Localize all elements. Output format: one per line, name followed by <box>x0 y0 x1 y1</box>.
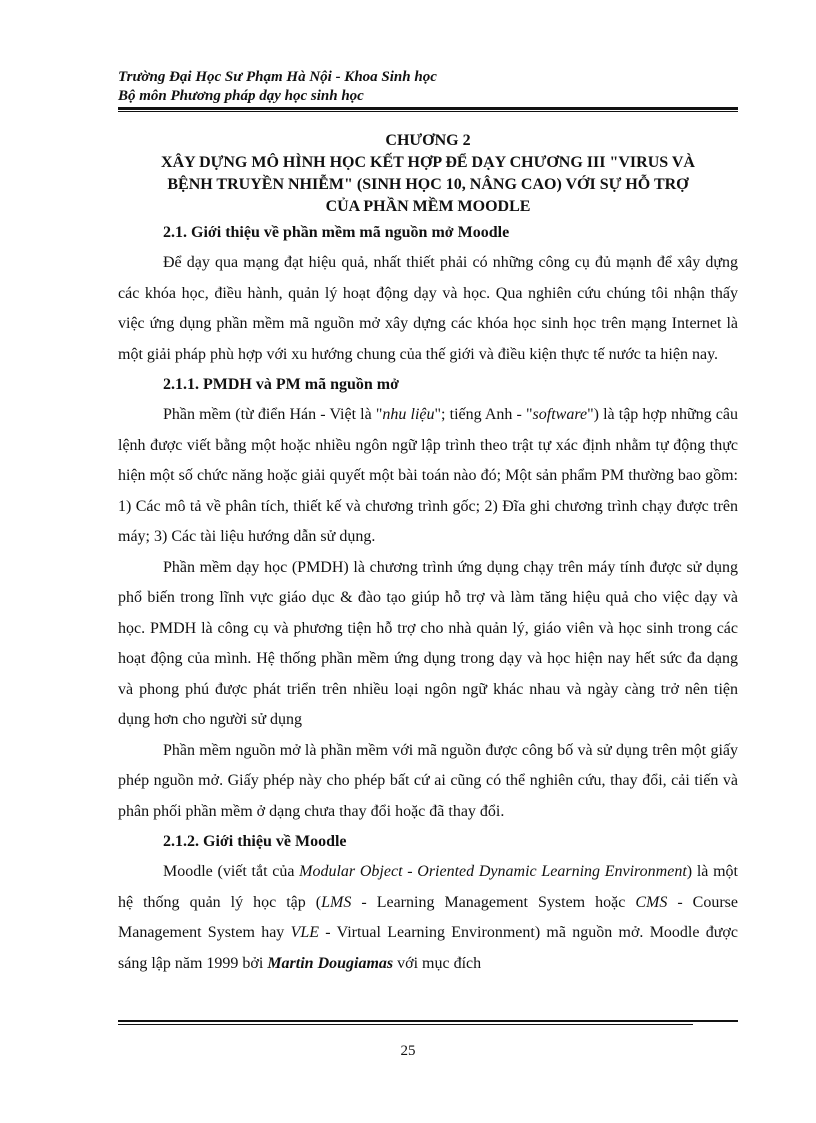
term-cms: CMS <box>635 893 668 911</box>
term-software: software <box>532 406 588 423</box>
section-2-1-2-paragraph <box>118 857 738 979</box>
text-run: Phần mềm (từ điển Hán - Việt là " <box>163 406 383 423</box>
header-department: Bộ môn Phương pháp dạy học sinh học <box>118 88 364 104</box>
footer-rule <box>118 1020 738 1022</box>
author-name: Martin Dougiamas <box>267 954 394 972</box>
section-2-1-heading: 2.1. Giới thiệu về phần mềm mã nguồn mở Moodle <box>163 224 510 241</box>
section-2-1-2-heading: 2.1.2. Giới thiệu về Moodle <box>163 833 347 850</box>
section-2-1-1-paragraph-2: Phần mềm dạy học (PMDH) là chương trình ứng dụng chạy trên máy tính được sử dụng phổ biến trong lĩnh vực giáo dục & đào tạo giúp hỗ trợ và làm tăng hiệu quả cho việc dạy và học. PMDH là công cụ và phương tiện hỗ trợ cho nhà quản lý, giáo viên và học sinh trong các hoạt động của mình. Hệ thống phần mềm ứng dụng trong dạy và học hiện nay hết sức đa dạng và phong phú được phát triển trên nhiều loại ngôn ngữ khác nhau và ngày càng trở nên tiện dụng hơn cho người sử dụng <box>118 558 738 728</box>
section-2-1-1-heading: 2.1.1. PMDH và PM mã nguồn mở <box>163 376 399 393</box>
section-2-1-paragraph: Để dạy qua mạng đạt hiệu quả, nhất thiết phải có những công cụ đủ mạnh để xây dựng các khóa học, điều hành, quản lý hoạt động dạy và học. Qua nghiên cứu chúng tôi nhận thấy việc ứng dụng phần mềm mã nguồn mở xây dựng các khóa học sinh học trên mạng Internet là một giải pháp phù hợp với xu hướng chung của thế giới và điều kiện thực tế nước ta hiện nay. <box>118 254 738 363</box>
header-rule <box>118 107 738 110</box>
page-header <box>118 68 738 106</box>
text-run: ") là tập hợp những câu lệnh được viết bằng một hoặc nhiều ngôn ngữ lập trình theo trật tự xác định nhằm tự động thực hiện một số chức năng hoặc giải quyết một bài toán nào đó; Một sản phẩm PM thường bao gồm: 1) Các mô tả về phân tích, thiết kế và chương trình gốc; 2) Đĩa ghi chương trình chạy được trên máy; 3) Các tài liệu hướng dẫn sử dụng. <box>118 406 739 545</box>
text-run: - Virtual Learning Environment) mã nguồn mở. Moodle được sáng lập năm 1999 bởi <box>118 924 738 972</box>
page-body <box>118 130 738 979</box>
chapter-title-line-3: CỦA PHẦN MỀM MOODLE <box>325 198 531 215</box>
chapter-title-line-1: XÂY DỰNG MÔ HÌNH HỌC KẾT HỢP ĐỂ DẠY CHƯƠNG III "VIRUS VÀ <box>161 154 695 171</box>
chapter-title-line-2: BỆNH TRUYỀN NHIỄM" (SINH HỌC 10, NÂNG CAO) VỚI SỰ HỖ TRỢ <box>167 176 689 193</box>
text-run: với mục đích <box>393 954 482 972</box>
page-number: 25 <box>400 1043 416 1059</box>
footer-rule-thin <box>118 1024 693 1025</box>
chapter-label: CHƯƠNG 2 <box>385 132 471 149</box>
term-nhu-lieu: nhu liệu <box>382 406 435 423</box>
text-run: "; tiếng Anh - " <box>434 406 533 423</box>
section-2-1-1-paragraph-1 <box>118 400 738 553</box>
text-run: ) là một hệ thống quản lý học tập ( <box>118 863 738 911</box>
chapter-title <box>118 130 738 218</box>
text-run: - Course Management System hay <box>118 893 738 941</box>
section-2-1-1-paragraph-3: Phần mềm nguồn mở là phần mềm với mã nguồn được công bố và sử dụng trên một giấy phép nguồn mở. Giấy phép này cho phép bất cứ ai cũng có thể nghiên cứu, thay đổi, cải tiến và phân phối phần mềm ở dạng chưa thay đổi hoặc đã thay đổi. <box>118 741 738 820</box>
term-moodle-expansion: Modular Object - Oriented Dynamic Learning Environment <box>299 863 687 880</box>
text-run: - Learning Management System hoặc <box>351 893 636 911</box>
term-vle: VLE <box>290 924 320 941</box>
header-rule-thin <box>118 111 738 112</box>
text-run: Moodle (viết tắt của <box>163 863 300 880</box>
header-school: Trường Đại Học Sư Phạm Hà Nội - Khoa Sinh học <box>118 69 437 85</box>
term-lms: LMS <box>321 893 352 911</box>
